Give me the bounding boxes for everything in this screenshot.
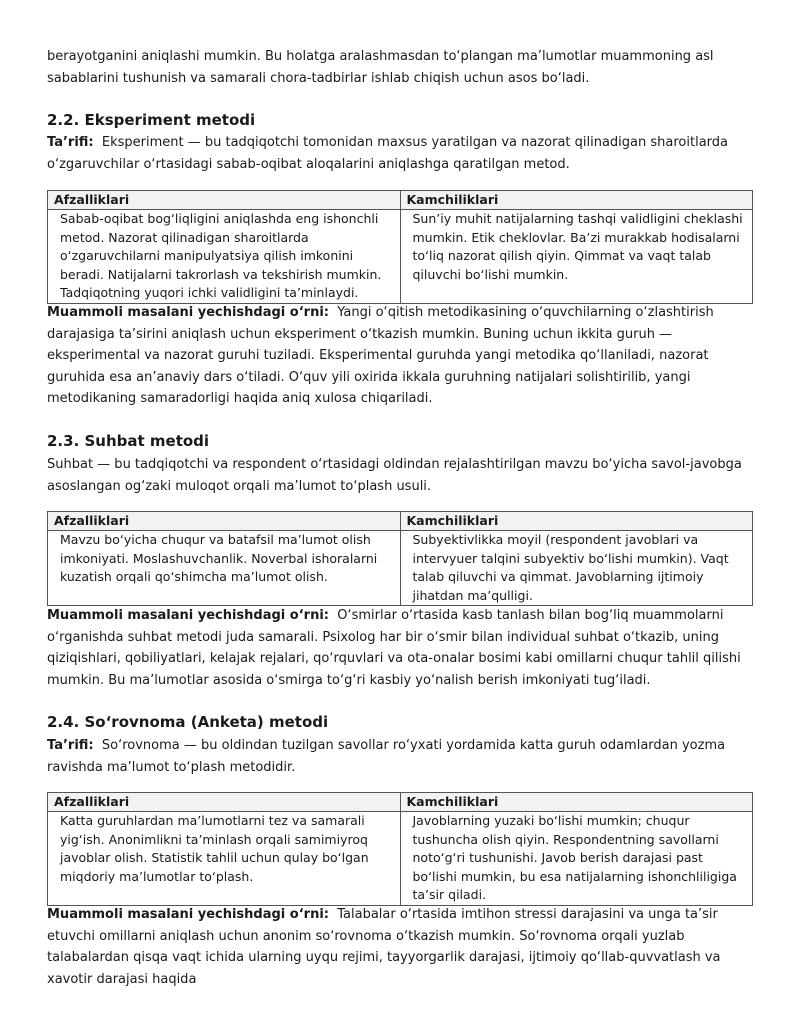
role-text: O‘smirlar o‘rtasida kasb tanlash bilan bog‘liq muammolarni o‘rganishda suhbat metodi juda samarali. Psixolog har bir o‘smir bilan individual suhbat o‘tkazib, uning qiziqishlari, qobiliyatlari, kelajak rejalari, qo‘rquvlari va ota-onalar bosimi kabi omillarni chuqur tahlil qilishi mumkin. Bu ma’lumotlar asosida o‘smirga to‘g‘ri kasbiy yo‘nalish berish imkoniyati tug‘iladi. [47, 608, 741, 688]
table-header-advantages: Afzalliklari [48, 191, 401, 210]
intro-paragraph: berayotganini aniqlashi mumkin. Bu holatga aralashmasdan to‘plangan ma’lumotlar muammoning asl sabablarini tushunish va samarali chora-tadbirlar ishlab chiqish uchun asos bo‘ladi. [47, 49, 714, 86]
table-cell-disadvantages [400, 210, 753, 304]
table-cell-advantages [48, 210, 401, 304]
table-header-row [48, 512, 753, 531]
table-row [48, 531, 753, 606]
table-row [48, 210, 753, 304]
disadvantages-text: Subyektivlikka moyil (respondent javoblari va intervyuer talqini subyektiv bo‘lishi mumkin). Vaqt talab qiluvchi va qimmat. Javoblarning ijtimoiy jihatdan ma’qulligi. [412, 532, 729, 603]
table-cell-advantages [48, 812, 401, 906]
definition-text: So‘rovnoma — bu oldindan tuzilgan savollar ro‘yxati yordamida katta guruh odamlardan yozma ravishda ma’lumot to‘plash metodidir. [47, 738, 726, 775]
role-paragraph [47, 605, 757, 691]
role-label: Muammoli masalani yechishdagi o‘rni: [47, 907, 329, 922]
role-label: Muammoli masalani yechishdagi o‘rni: [47, 305, 329, 320]
role-text: Talabalar o‘rtasida imtihon stressi darajasini va unga ta’sir etuvchi omillarni aniqlash uchun anonim so‘rovnoma o‘tkazish mumkin. So‘rovnoma orqali yuzlab talabalardan qisqa vaqt ichida ularning uyqu rejimi, tayyorgarlik darajasi, ijtimoiy qo‘llab-quvvatlash va xavotir darajasi haqida [47, 907, 721, 987]
role-text: Yangi o‘qitish metodikasining o‘quvchilarning o‘zlashtirish darajasiga ta’sirini aniqlash uchun eksperiment o‘tkazish mumkin. Buning uchun ikkita guruh — eksperimental va nazorat guruhi tuziladi. Eksperimental guruhda yangi metodika qo‘llaniladi, nazorat guruhida esa an’anaviy dars o‘tiladi. O‘quv yili oxirida ikkala guruhning natijalari solishtirilib, yangi metodikaning samaradorligi haqida aniq xulosa chiqariladi. [47, 305, 714, 406]
disadvantages-text: Sun’iy muhit natijalarning tashqi validligini cheklashi mumkin. Etik cheklovlar. Ba’zi murakkab hodisalarni to‘liq nazorat qilish qiyin. Qimmat va vaqt talab qiluvchi bo‘lishi mumkin. [412, 211, 743, 282]
advantages-text: Mavzu bo‘yicha chuqur va batafsil ma’lumot olish imkoniyati. Moslashuvchanlik. Noverbal ishoralarni kuzatish orqali qo‘shimcha ma’lumot olish. [60, 532, 378, 584]
table-cell-disadvantages [400, 531, 753, 606]
advantages-text: Sabab-oqibat bog‘liqligini aniqlashda eng ishonchli metod. Nazorat qilinadigan sharoitlarda o‘zgaruvchilarni manipulyatsiya qilish imkonini beradi. Natijalarni takrorlash va tekshirish mumkin. Tadqiqotning yuqori ichki validligini ta’minlaydi. [60, 211, 382, 300]
table-header-disadvantages: Kamchiliklari [400, 191, 753, 210]
definition-text: Suhbat — bu tadqiqotchi va respondent o‘rtasidagi oldindan rejalashtirilgan mavzu bo‘yicha savol-javobga asoslangan og‘zaki muloqot orqali ma’lumot to‘plash usuli. [47, 457, 742, 494]
role-paragraph [47, 302, 757, 410]
comparison-table [47, 511, 753, 606]
table-header-disadvantages: Kamchiliklari [400, 793, 753, 812]
role-label: Muammoli masalani yechishdagi o‘rni: [47, 608, 329, 623]
definition-label: Ta’rifi: [47, 738, 94, 753]
table-header-row [48, 191, 753, 210]
table-cell-disadvantages [400, 812, 753, 906]
table-cell-advantages [48, 531, 401, 606]
definition-text: Eksperiment — bu tadqiqotchi tomonidan maxsus yaratilgan va nazorat qilinadigan sharoitlarda o‘zgaruvchilar o‘rtasidagi sabab-oqibat aloqalarini aniqlashga qaratilgan metod. [47, 135, 729, 172]
disadvantages-text: Javoblarning yuzaki bo‘lishi mumkin; chuqur tushuncha olish qiyin. Respondentning savollarni noto‘g‘ri tushunishi. Javob berish darajasi past bo‘lishi mumkin, bu esa natijalarning ishonchliligiga ta’sir qiladi. [412, 813, 737, 902]
section-heading: 2.4. So‘rovnoma (Anketa) metodi [47, 713, 329, 731]
section-heading: 2.3. Suhbat metodi [47, 432, 210, 450]
comparison-table [47, 190, 753, 304]
table-row [48, 812, 753, 906]
definition-paragraph [47, 132, 757, 175]
definition-paragraph [47, 454, 757, 497]
table-header-row [48, 793, 753, 812]
definition-label: Ta’rifi: [47, 135, 94, 150]
role-paragraph [47, 904, 757, 990]
section-heading: 2.2. Eksperiment metodi [47, 111, 256, 129]
comparison-table [47, 792, 753, 906]
table-header-disadvantages: Kamchiliklari [400, 512, 753, 531]
table-header-advantages: Afzalliklari [48, 512, 401, 531]
definition-paragraph [47, 735, 757, 778]
advantages-text: Katta guruhlardan ma’lumotlarni tez va samarali yig‘ish. Anonimlikni ta’minlash orqali samimiyroq javoblar olish. Statistik tahlil uchun qulay bo‘lgan miqdoriy ma’lumotlar to‘plash. [60, 813, 369, 884]
table-header-advantages: Afzalliklari [48, 793, 401, 812]
